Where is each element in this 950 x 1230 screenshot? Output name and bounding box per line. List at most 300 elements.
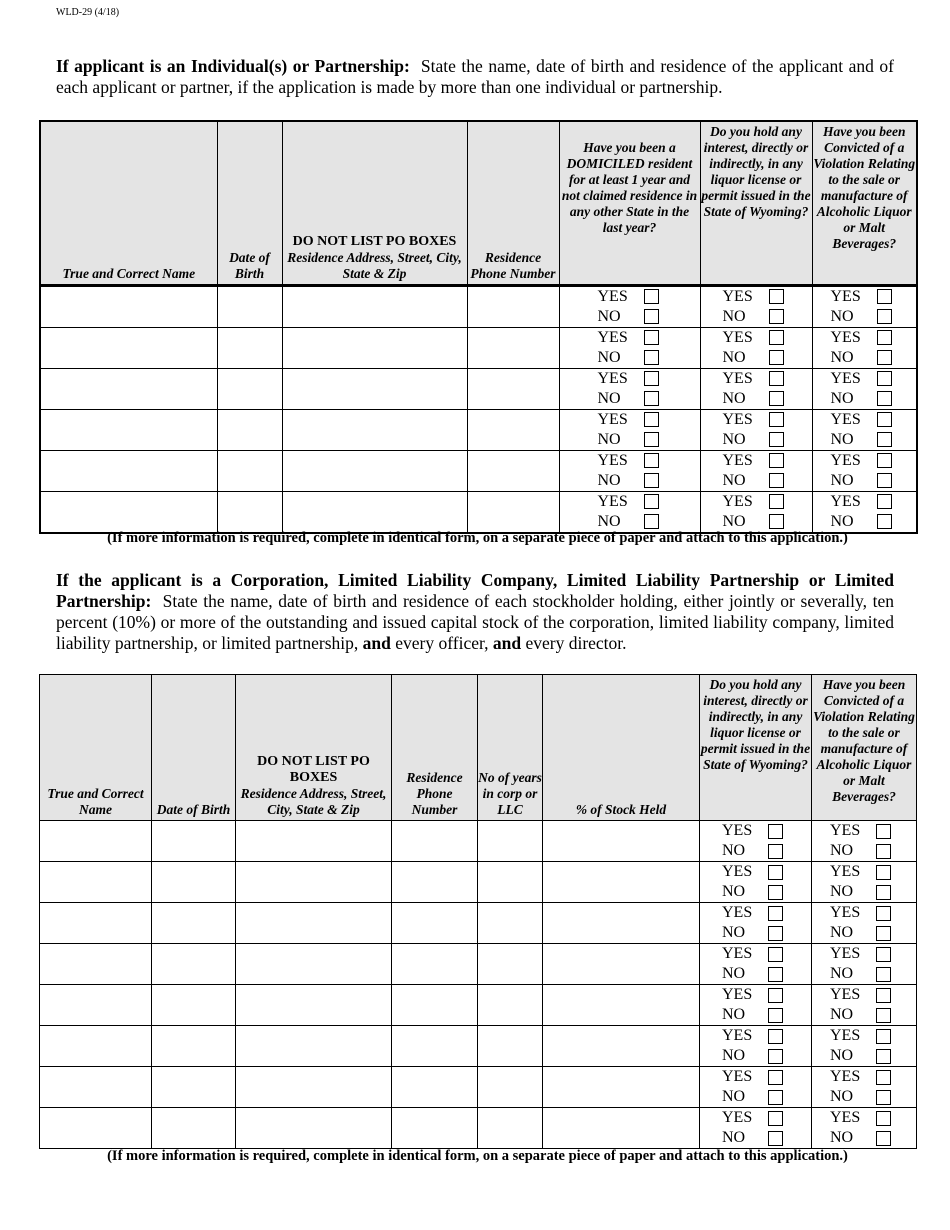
no-checkbox[interactable] — [769, 432, 784, 447]
phone-cell[interactable] — [392, 903, 478, 944]
yes-option — [812, 862, 916, 882]
no-option — [813, 307, 917, 327]
yes-option — [700, 1108, 811, 1128]
yes-no-group — [701, 451, 812, 491]
no-option — [701, 307, 812, 327]
domiciled-answer-cell — [559, 491, 700, 533]
no-label: NO — [597, 389, 621, 407]
no-checkbox[interactable] — [768, 885, 783, 900]
interest-answer-cell — [700, 862, 812, 903]
phone-cell[interactable] — [467, 409, 559, 450]
yes-label: YES — [722, 410, 753, 428]
yes-checkbox[interactable] — [769, 330, 784, 345]
no-label: NO — [722, 389, 746, 407]
years-cell[interactable] — [478, 1026, 543, 1067]
dob-cell[interactable] — [217, 327, 282, 368]
no-label: NO — [722, 1129, 746, 1146]
yes-label: YES — [830, 1068, 861, 1085]
no-option — [812, 1005, 916, 1025]
name-cell[interactable] — [40, 862, 152, 903]
phone-cell[interactable] — [392, 821, 478, 862]
convicted-answer-cell — [812, 450, 917, 491]
no-label: NO — [722, 924, 746, 941]
name-cell[interactable] — [40, 1108, 152, 1149]
no-checkbox[interactable] — [768, 1131, 783, 1146]
yes-checkbox[interactable] — [768, 865, 783, 880]
yes-label: YES — [830, 863, 861, 880]
yes-no-group — [700, 903, 811, 943]
dob-cell[interactable] — [152, 944, 236, 985]
stock-cell[interactable] — [543, 1026, 700, 1067]
col-header-domiciled: Have you been a DOMICILED resident for at least 1 year and not claimed residence in any other State in the last year? — [559, 121, 700, 285]
domiciled-answer-cell — [559, 285, 700, 327]
no-label: NO — [830, 348, 854, 366]
yes-option — [701, 287, 812, 307]
address-cell[interactable] — [236, 1108, 392, 1149]
no-label: NO — [830, 965, 854, 982]
address-cell[interactable] — [282, 327, 467, 368]
convicted-answer-cell — [812, 1067, 917, 1108]
yes-label: YES — [830, 451, 861, 469]
no-option — [701, 430, 812, 450]
yes-no-group — [701, 410, 812, 450]
no-option — [812, 923, 916, 943]
yes-label: YES — [597, 410, 628, 428]
no-checkbox[interactable] — [877, 391, 892, 406]
name-cell[interactable] — [40, 450, 217, 491]
yes-no-group — [560, 369, 700, 409]
section2-and-2: and — [492, 633, 522, 653]
yes-checkbox[interactable] — [644, 330, 659, 345]
convicted-answer-cell — [812, 985, 917, 1026]
interest-answer-cell — [700, 1067, 812, 1108]
yes-option — [813, 369, 917, 389]
stock-cell[interactable] — [543, 903, 700, 944]
yes-no-group — [813, 369, 917, 409]
phone-cell[interactable] — [467, 285, 559, 327]
yes-checkbox[interactable] — [644, 289, 659, 304]
no-checkbox[interactable] — [644, 514, 659, 529]
yes-option — [813, 410, 917, 430]
table-row — [40, 450, 917, 491]
table-row — [40, 944, 917, 985]
no-option — [812, 1128, 916, 1148]
section1-text: State the name, date of birth and residence of the applicant and of each applicant or partner, if the application is made by more than one individual or partnership. — [56, 56, 895, 97]
phone-cell[interactable] — [392, 1026, 478, 1067]
yes-option — [700, 821, 811, 841]
years-cell[interactable] — [478, 1067, 543, 1108]
yes-label: YES — [722, 492, 753, 510]
interest-answer-cell — [700, 985, 812, 1026]
name-cell[interactable] — [40, 491, 217, 533]
name-cell[interactable] — [40, 1067, 152, 1108]
yes-checkbox[interactable] — [877, 371, 892, 386]
phone-cell[interactable] — [467, 327, 559, 368]
no-option — [813, 348, 917, 368]
no-checkbox[interactable] — [877, 309, 892, 324]
convicted-answer-cell — [812, 491, 917, 533]
name-cell[interactable] — [40, 1026, 152, 1067]
address-cell[interactable] — [236, 985, 392, 1026]
no-checkbox[interactable] — [877, 514, 892, 529]
yes-option — [812, 1108, 916, 1128]
yes-checkbox[interactable] — [768, 1029, 783, 1044]
yes-label: YES — [722, 822, 753, 839]
no-option — [813, 471, 917, 491]
no-option — [700, 1046, 811, 1066]
no-option — [701, 471, 812, 491]
yes-checkbox[interactable] — [769, 371, 784, 386]
no-checkbox[interactable] — [876, 1008, 891, 1023]
no-checkbox[interactable] — [769, 350, 784, 365]
section1-heading: If applicant is an Individual(s) or Partnership: — [56, 56, 410, 76]
yes-no-group — [560, 287, 700, 327]
no-checkbox[interactable] — [768, 926, 783, 941]
col-header-convicted: Have you been Convicted of a Violation Relating to the sale or manufacture of Alcoholic Liquor or Malt Beverages? — [812, 675, 917, 821]
no-label: NO — [830, 1088, 854, 1105]
years-cell[interactable] — [478, 985, 543, 1026]
dob-cell[interactable] — [152, 985, 236, 1026]
no-checkbox[interactable] — [876, 1049, 891, 1064]
phone-cell[interactable] — [392, 985, 478, 1026]
yes-checkbox[interactable] — [877, 494, 892, 509]
yes-option — [812, 1067, 916, 1087]
interest-answer-cell — [700, 409, 812, 450]
convicted-answer-cell — [812, 327, 917, 368]
name-cell[interactable] — [40, 327, 217, 368]
years-cell[interactable] — [478, 821, 543, 862]
yes-option — [700, 1067, 811, 1087]
stock-cell[interactable] — [543, 944, 700, 985]
yes-checkbox[interactable] — [877, 412, 892, 427]
yes-label: YES — [830, 410, 861, 428]
no-checkbox[interactable] — [644, 391, 659, 406]
no-label: NO — [722, 430, 746, 448]
years-cell[interactable] — [478, 1108, 543, 1149]
yes-checkbox[interactable] — [644, 494, 659, 509]
convicted-answer-cell — [812, 862, 917, 903]
years-cell[interactable] — [478, 944, 543, 985]
yes-checkbox[interactable] — [769, 412, 784, 427]
no-option — [813, 430, 917, 450]
col-header-interest: Do you hold any interest, directly or indirectly, in any liquor license or permit issued in the State of Wyoming? — [700, 121, 812, 285]
stock-cell[interactable] — [543, 821, 700, 862]
no-checkbox[interactable] — [876, 885, 891, 900]
no-option — [812, 882, 916, 902]
no-checkbox[interactable] — [877, 432, 892, 447]
no-checkbox[interactable] — [768, 844, 783, 859]
no-checkbox[interactable] — [768, 1090, 783, 1105]
years-cell[interactable] — [478, 903, 543, 944]
interest-answer-cell — [700, 1108, 812, 1149]
no-checkbox[interactable] — [876, 967, 891, 982]
yes-checkbox[interactable] — [877, 289, 892, 304]
yes-checkbox[interactable] — [768, 824, 783, 839]
name-cell[interactable] — [40, 368, 217, 409]
no-label: NO — [597, 348, 621, 366]
domiciled-answer-cell — [559, 409, 700, 450]
stock-cell[interactable] — [543, 1108, 700, 1149]
no-checkbox[interactable] — [644, 432, 659, 447]
no-label: NO — [830, 307, 854, 325]
section2-text-1: State the name, date of birth and residence of each stockholder holding, either jointly or severally, ten percent (10%) or more of the outstanding and issued capital stock of the corporation, limited liability company, limited liability partnership, or limited partnership, — [56, 591, 894, 653]
col-header-stock: % of Stock Held — [543, 675, 700, 821]
no-option — [701, 512, 812, 532]
table-row — [40, 821, 917, 862]
name-cell[interactable] — [40, 285, 217, 327]
domiciled-answer-cell — [559, 368, 700, 409]
no-label: NO — [830, 842, 854, 859]
yes-no-group — [700, 1026, 811, 1066]
yes-checkbox[interactable] — [876, 1070, 891, 1085]
no-option — [812, 841, 916, 861]
convicted-answer-cell — [812, 1108, 917, 1149]
no-label: NO — [722, 965, 746, 982]
yes-option — [813, 328, 917, 348]
yes-checkbox[interactable] — [769, 494, 784, 509]
yes-option — [560, 410, 700, 430]
name-cell[interactable] — [40, 409, 217, 450]
address-cell[interactable] — [282, 491, 467, 533]
name-cell[interactable] — [40, 944, 152, 985]
no-checkbox[interactable] — [769, 309, 784, 324]
yes-option — [560, 451, 700, 471]
yes-no-group — [700, 944, 811, 984]
no-option — [700, 1005, 811, 1025]
col-header-phone: Residence Phone Number — [467, 121, 559, 285]
dob-cell[interactable] — [217, 368, 282, 409]
address-cell[interactable] — [282, 285, 467, 327]
phone-cell[interactable] — [467, 491, 559, 533]
yes-checkbox[interactable] — [768, 947, 783, 962]
yes-option — [812, 985, 916, 1005]
address-cell[interactable] — [236, 903, 392, 944]
yes-label: YES — [830, 1027, 861, 1044]
no-label: NO — [830, 471, 854, 489]
interest-answer-cell — [700, 368, 812, 409]
no-label: NO — [597, 430, 621, 448]
col-header-name: True and Correct Name — [40, 675, 152, 821]
no-label: NO — [830, 1047, 854, 1064]
name-cell[interactable] — [40, 903, 152, 944]
yes-label: YES — [722, 1068, 753, 1085]
yes-no-group — [812, 944, 916, 984]
address-cell[interactable] — [236, 1026, 392, 1067]
yes-checkbox[interactable] — [876, 1029, 891, 1044]
yes-label: YES — [597, 328, 628, 346]
no-option — [700, 923, 811, 943]
no-checkbox[interactable] — [769, 473, 784, 488]
address-cell[interactable] — [236, 944, 392, 985]
yes-label: YES — [830, 287, 861, 305]
no-label: NO — [722, 1006, 746, 1023]
yes-label: YES — [830, 1109, 861, 1126]
yes-no-group — [560, 492, 700, 532]
no-checkbox[interactable] — [768, 1049, 783, 1064]
domiciled-answer-cell — [559, 327, 700, 368]
yes-checkbox[interactable] — [876, 824, 891, 839]
no-label: NO — [722, 471, 746, 489]
dob-cell[interactable] — [152, 862, 236, 903]
stock-cell[interactable] — [543, 1067, 700, 1108]
stock-cell[interactable] — [543, 862, 700, 903]
yes-no-group — [700, 821, 811, 861]
table-row — [40, 1067, 917, 1108]
yes-option — [813, 451, 917, 471]
section2-instructions — [56, 570, 894, 654]
no-label: NO — [722, 348, 746, 366]
col-header-phone: Residence Phone Number — [392, 675, 478, 821]
table-row — [40, 491, 917, 533]
dob-cell[interactable] — [152, 821, 236, 862]
name-cell[interactable] — [40, 821, 152, 862]
col-header-dob: Date of Birth — [152, 675, 236, 821]
table-row — [40, 1026, 917, 1067]
no-option — [812, 1087, 916, 1107]
yes-checkbox[interactable] — [768, 1111, 783, 1126]
no-checkbox[interactable] — [876, 1131, 891, 1146]
yes-checkbox[interactable] — [769, 289, 784, 304]
address-label: Residence Address, Street, City, State & Zip — [240, 786, 387, 817]
more-info-note-1: (If more information is required, complete in identical form, on a separate piece of paper and attach to this application.) — [107, 530, 848, 546]
yes-checkbox[interactable] — [769, 453, 784, 468]
no-option — [560, 430, 700, 450]
yes-option — [560, 492, 700, 512]
phone-cell[interactable] — [392, 1108, 478, 1149]
convicted-answer-cell — [812, 368, 917, 409]
convicted-answer-cell — [812, 944, 917, 985]
no-option — [560, 512, 700, 532]
no-option — [812, 1046, 916, 1066]
yes-no-group — [812, 821, 916, 861]
yes-label: YES — [830, 369, 861, 387]
yes-checkbox[interactable] — [876, 865, 891, 880]
phone-cell[interactable] — [392, 1067, 478, 1108]
name-cell[interactable] — [40, 985, 152, 1026]
col-header-address — [236, 675, 392, 821]
no-checkbox[interactable] — [768, 1008, 783, 1023]
address-cell[interactable] — [236, 862, 392, 903]
table-row — [40, 409, 917, 450]
no-checkbox[interactable] — [876, 1090, 891, 1105]
no-checkbox[interactable] — [769, 391, 784, 406]
individual-applicants-body — [40, 285, 917, 533]
yes-label: YES — [722, 369, 753, 387]
yes-label: YES — [722, 1027, 753, 1044]
dob-cell[interactable] — [217, 285, 282, 327]
address-cell[interactable] — [236, 821, 392, 862]
table-row — [40, 985, 917, 1026]
yes-option — [700, 903, 811, 923]
more-info-note-2: (If more information is required, complete in identical form, on a separate piece of paper and attach to this application.) — [107, 1148, 848, 1164]
dob-cell[interactable] — [152, 1108, 236, 1149]
no-label: NO — [830, 924, 854, 941]
yes-no-group — [812, 985, 916, 1025]
years-cell[interactable] — [478, 862, 543, 903]
no-label: NO — [597, 307, 621, 325]
yes-no-group — [701, 369, 812, 409]
no-option — [700, 882, 811, 902]
yes-no-group — [560, 328, 700, 368]
section1-instructions — [56, 56, 894, 98]
address-cell[interactable] — [282, 409, 467, 450]
no-checkbox[interactable] — [876, 844, 891, 859]
table-row — [40, 368, 917, 409]
no-label: NO — [722, 1088, 746, 1105]
corporate-stockholders-body — [40, 821, 917, 1149]
no-checkbox[interactable] — [769, 514, 784, 529]
form-id: WLD-29 (4/18) — [56, 7, 120, 18]
yes-checkbox[interactable] — [876, 1111, 891, 1126]
no-checkbox[interactable] — [644, 350, 659, 365]
address-cell[interactable] — [282, 450, 467, 491]
no-checkbox[interactable] — [644, 309, 659, 324]
phone-cell[interactable] — [467, 368, 559, 409]
no-label: NO — [830, 1129, 854, 1146]
yes-label: YES — [830, 986, 861, 1003]
yes-checkbox[interactable] — [768, 988, 783, 1003]
dob-cell[interactable] — [152, 1026, 236, 1067]
yes-checkbox[interactable] — [877, 453, 892, 468]
dob-cell[interactable] — [152, 903, 236, 944]
yes-checkbox[interactable] — [768, 906, 783, 921]
address-cell[interactable] — [236, 1067, 392, 1108]
section2-heading: If the applicant is a Corporation, Limited Liability Company, Limited Liability Partnership or Limited Partnership: — [56, 570, 894, 611]
yes-no-group — [700, 985, 811, 1025]
yes-option — [700, 985, 811, 1005]
phone-cell[interactable] — [392, 862, 478, 903]
interest-answer-cell — [700, 1026, 812, 1067]
dob-cell[interactable] — [217, 491, 282, 533]
yes-label: YES — [830, 945, 861, 962]
no-checkbox[interactable] — [877, 350, 892, 365]
yes-checkbox[interactable] — [644, 412, 659, 427]
yes-no-group — [560, 451, 700, 491]
yes-checkbox[interactable] — [876, 947, 891, 962]
dob-cell[interactable] — [217, 450, 282, 491]
no-checkbox[interactable] — [876, 926, 891, 941]
address-cell[interactable] — [282, 368, 467, 409]
yes-checkbox[interactable] — [644, 371, 659, 386]
yes-checkbox[interactable] — [768, 1070, 783, 1085]
yes-no-group — [700, 862, 811, 902]
stock-cell[interactable] — [543, 985, 700, 1026]
yes-label: YES — [722, 1109, 753, 1126]
address-label: Residence Address, Street, City, State & Zip — [287, 249, 462, 281]
phone-cell[interactable] — [392, 944, 478, 985]
dob-cell[interactable] — [217, 409, 282, 450]
yes-option — [812, 821, 916, 841]
yes-checkbox[interactable] — [644, 453, 659, 468]
yes-checkbox[interactable] — [876, 906, 891, 921]
no-checkbox[interactable] — [768, 967, 783, 982]
no-checkbox[interactable] — [877, 473, 892, 488]
no-option — [812, 964, 916, 984]
yes-no-group — [701, 287, 812, 327]
yes-no-group — [813, 410, 917, 450]
yes-option — [813, 287, 917, 307]
interest-answer-cell — [700, 327, 812, 368]
no-option — [701, 348, 812, 368]
yes-no-group — [701, 328, 812, 368]
phone-cell[interactable] — [467, 450, 559, 491]
no-option — [560, 348, 700, 368]
no-option — [560, 307, 700, 327]
no-checkbox[interactable] — [644, 473, 659, 488]
dob-cell[interactable] — [152, 1067, 236, 1108]
yes-checkbox[interactable] — [876, 988, 891, 1003]
yes-checkbox[interactable] — [877, 330, 892, 345]
